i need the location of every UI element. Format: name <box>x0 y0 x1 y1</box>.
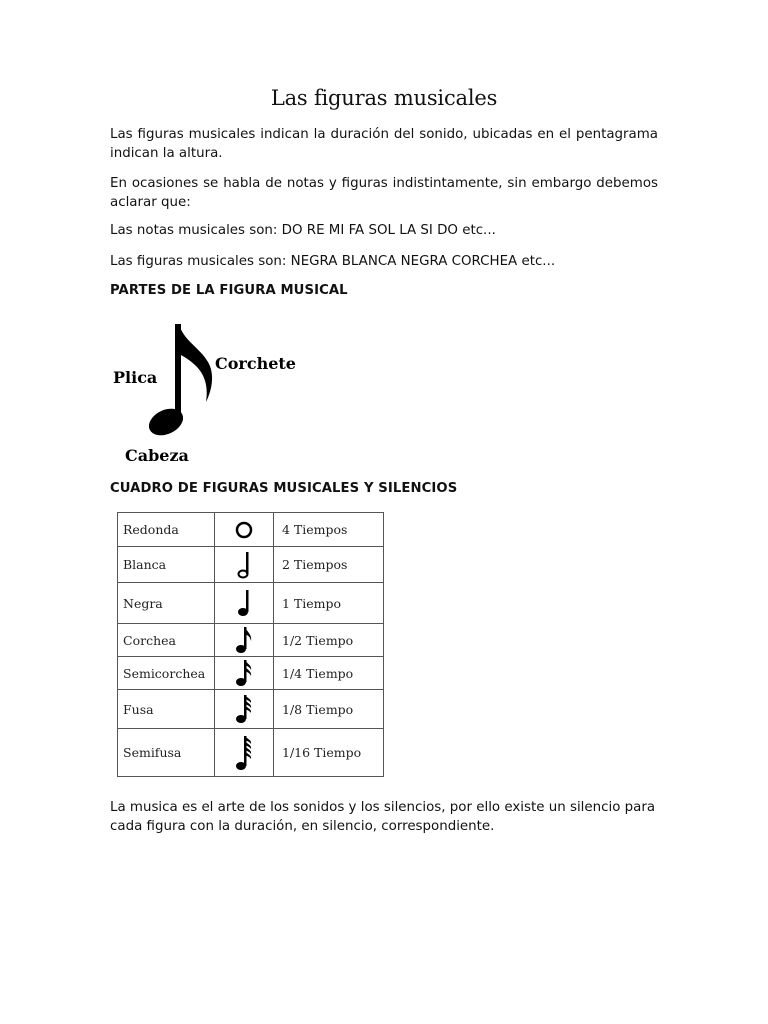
table-row <box>118 729 384 777</box>
stem-label: Plica <box>113 368 158 387</box>
whole-note-icon <box>215 513 274 547</box>
figure-name: Fusa <box>118 690 215 729</box>
eighth-note-icon <box>215 624 274 657</box>
figure-name: Corchea <box>118 624 215 657</box>
figure-duration: 1/16 Tiempo <box>274 729 384 777</box>
figure-name: Redonda <box>118 513 215 547</box>
table-row <box>118 657 384 690</box>
quarter-note-icon <box>215 583 274 624</box>
half-note-icon <box>215 547 274 583</box>
sixteenth-note-icon <box>215 657 274 690</box>
table-row <box>118 690 384 729</box>
figure-duration: 1 Tiempo <box>274 583 384 624</box>
table-row <box>118 583 384 624</box>
closing-paragraph: La musica es el arte de los sonidos y los silencios, por ello existe un silencio para cada figura con la duración, en silencio, correspondiente. <box>110 800 656 834</box>
figure-duration: 1/8 Tiempo <box>274 690 384 729</box>
notes-vs-figures-paragraph: En ocasiones se habla de notas y figuras indistintamente, sin embargo debemos aclarar que: <box>110 176 658 210</box>
figure-duration: 2 Tiempos <box>274 547 384 583</box>
eighth-note-diagram-icon <box>108 310 308 468</box>
intro-paragraph: Las figuras musicales indican la duración del sonido, ubicadas en el pentagrama indican la altura. <box>110 127 658 161</box>
table-row <box>118 624 384 657</box>
thirty-second-note-icon <box>215 690 274 729</box>
flag-label: Corchete <box>215 354 296 373</box>
note-parts-diagram <box>108 310 308 468</box>
table-row <box>118 547 384 583</box>
table-heading: CUADRO DE FIGURAS MUSICALES Y SILENCIOS <box>110 481 458 496</box>
figures-table <box>117 512 384 777</box>
head-label: Cabeza <box>125 446 189 465</box>
sixty-fourth-note-icon <box>215 729 274 777</box>
figure-duration: 4 Tiempos <box>274 513 384 547</box>
figure-name: Semifusa <box>118 729 215 777</box>
page-title: Las figuras musicales <box>270 86 498 110</box>
figure-duration: 1/4 Tiempo <box>274 657 384 690</box>
figure-name: Semicorchea <box>118 657 215 690</box>
table-row <box>118 513 384 547</box>
figure-name: Blanca <box>118 547 215 583</box>
figure-name: Negra <box>118 583 215 624</box>
parts-heading: PARTES DE LA FIGURA MUSICAL <box>110 283 348 298</box>
figure-duration: 1/2 Tiempo <box>274 624 384 657</box>
figures-list-paragraph: Las figuras musicales son: NEGRA BLANCA NEGRA CORCHEA etc... <box>110 254 556 269</box>
notes-list-paragraph: Las notas musicales son: DO RE MI FA SOL LA SI DO etc... <box>110 223 496 238</box>
